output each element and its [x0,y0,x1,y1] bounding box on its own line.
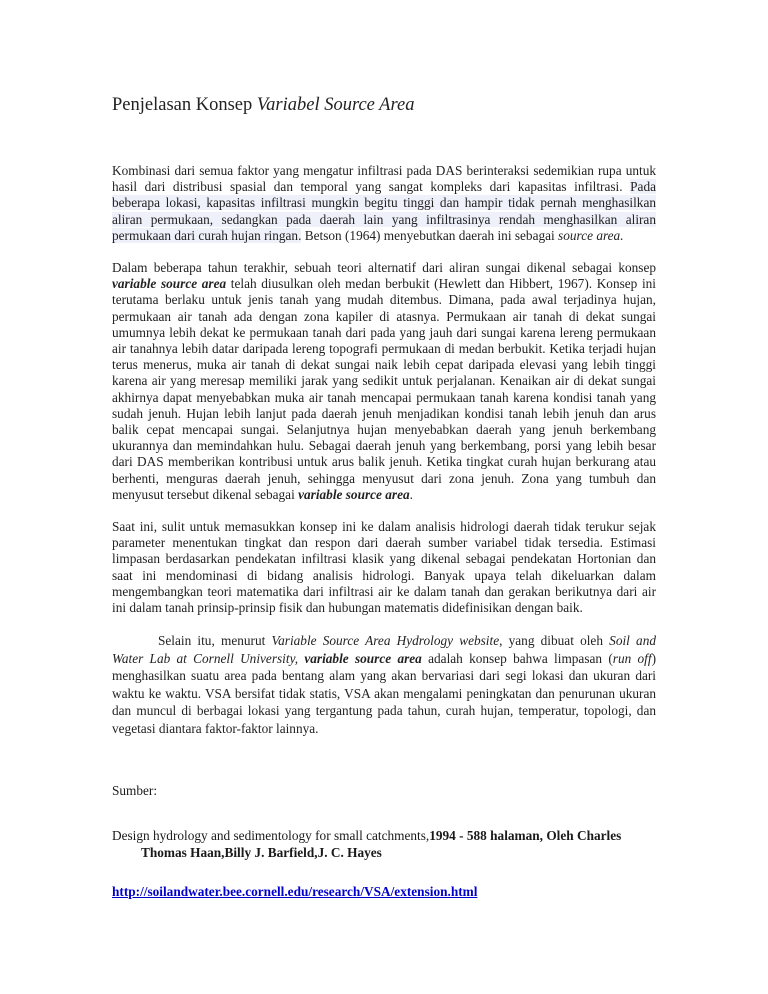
paragraph-1 [112,163,656,244]
p4-text-d: ) menghasilkan suatu area pada bentang alam yang akan bervariasi dari segi lokasi dan ukuran dari waktu ke waktu. VSA bersifat tidak statis, VSA akan mengalami peningkatan dan penurunan ukuran dan muncul di berbagai lokasi yang tergantung pada tahun, curah hujan, temperatur, topologi, dan vegetasi diantara faktor-faktor lainnya. [112,650,657,736]
p1-text-a: Kombinasi dari semua faktor yang mengatur infiltrasi pada DAS berinteraksi sedemikian rupa untuk hasil dari distribusi spasial dan temporal yang sangat kompleks dari kapasitas infiltrasi. [112,163,656,195]
reference-entry [112,828,656,861]
reference-bold: 1994 - 588 halaman, Oleh Charles Thomas Haan,Billy J. Barfield,J. C. Hayes [141,828,622,860]
p4-term-vsa: variable source area [304,650,422,666]
p4-text-b: , yang dibuat oleh [499,633,603,649]
paragraph-4 [112,632,656,737]
p2-text-b: telah diusulkan oleh medan berbukit (Hewlett dan Hibbert, 1967). Konsep ini terutama berlaku untuk jenis tanah yang mudah ditembus. Dimana, pada awal terjadinya hujan, permukaan air tanah ada dengan zona kapiler di atasnya. Permukaan air tanah di dekat sungai umumnya lebih dekat ke permukaan tanah dari pada yang jauh dari sungai karena lereng permukaan air tanahnya lebih datar daripada lereng topografi permukaan di medan berbukit. Ketika terjadi hujan terus menerus, muka air tanah di dekat sungai naik lebih cepat daripada elevasi yang lebih tinggi karena air yang meresap memiliki jarak yang sedikit untuk perjalanan. Kenaikan air di dekat sungai akhirnya dapat menyebabkan muka air tanah mencapai permukaan tanah karena kondisi tanah yang sudah jenuh. Hujan lebih lanjut pada daerah jenuh menjadikan kondisi tanah lebih jenuh dan arus balik cepat mencapai sungai. Selanjutnya hujan menyebabkan daerah yang jenuh berkembang ukurannya dan memindahkan hulu. Sebagai daerah jenuh yang berkembang, porsi yang lebih besar dari DAS memberikan kontribusi untuk arus balik jenuh. Ketika tingkat curah hujan berkurang atau berhenti, menguras daerah jenuh, sehingga menyusut dari zona jenuh. Zona yang tumbuh dan menyusut tersebut dikenal sebagai [112,276,657,502]
p4-runoff: run off [612,650,652,666]
p1-source-area: source area. [558,227,624,243]
source-link[interactable]: http://soilandwater.bee.cornell.edu/research/VSA/extension.html [112,884,478,900]
p4-site-name: Variable Source Area Hydrology website [271,633,500,649]
p2-term-vsa: variable source area [112,276,227,292]
p1-highlighted-text: Pada beberapa lokasi, kapasitas infiltrasi mungkin begitu tinggi dan hampir tidak pernah menghasilkan aliran permukaan, sedangkan pada daerah lain yang infiltrasinya rendah menghasilkan aliran permukaan dari curah hujan ringan. [112,179,656,243]
p2-end: . [409,486,413,502]
title-italic: Variabel Source Area [256,95,415,115]
title-prefix: Penjelasan Konsep [112,95,253,115]
p2-text-a: Dalam beberapa tahun terakhir, sebuah teori alternatif dari aliran sungai dikenal sebagai konsep [112,260,656,276]
p4-text-a: Selain itu, menurut [158,633,266,649]
sumber-label: Sumber: [112,783,158,799]
paragraph-2 [112,260,656,503]
p4-text-c: adalah konsep bahwa limpasan ( [428,650,613,666]
p4-org-name: Soil and Water Lab at Cornell University, [112,633,656,666]
page-title [112,93,656,117]
paragraph-3: Saat ini, sulit untuk memasukkan konsep ini ke dalam analisis hidrologi daerah tidak terukur sejak parameter menentukan tingkat dan respon dari daerah sumber variabel tidak tersedia. Estimasi limpasan berdasarkan pendekatan infiltrasi klasik yang dikenal sebagai pendekatan Hortonian dan saat ini mendominasi di bidang analisis hidrologi. Banyak upaya telah dikeluarkan dalam mengembangkan teori matematika dari infiltrasi air ke dalam tanah dan gerakan berikutnya dari air ini dalam tanah prinsip-prinsip fisik dan hubungan matematis didefinisikan dengan baik. [112,519,656,616]
reference-plain: Design hydrology and sedimentology for small catchments, [112,828,430,844]
p2-term-vsa-2: variable source area [298,486,410,502]
p1-text-b: Betson (1964) menyebutkan daerah ini sebagai [304,227,555,243]
